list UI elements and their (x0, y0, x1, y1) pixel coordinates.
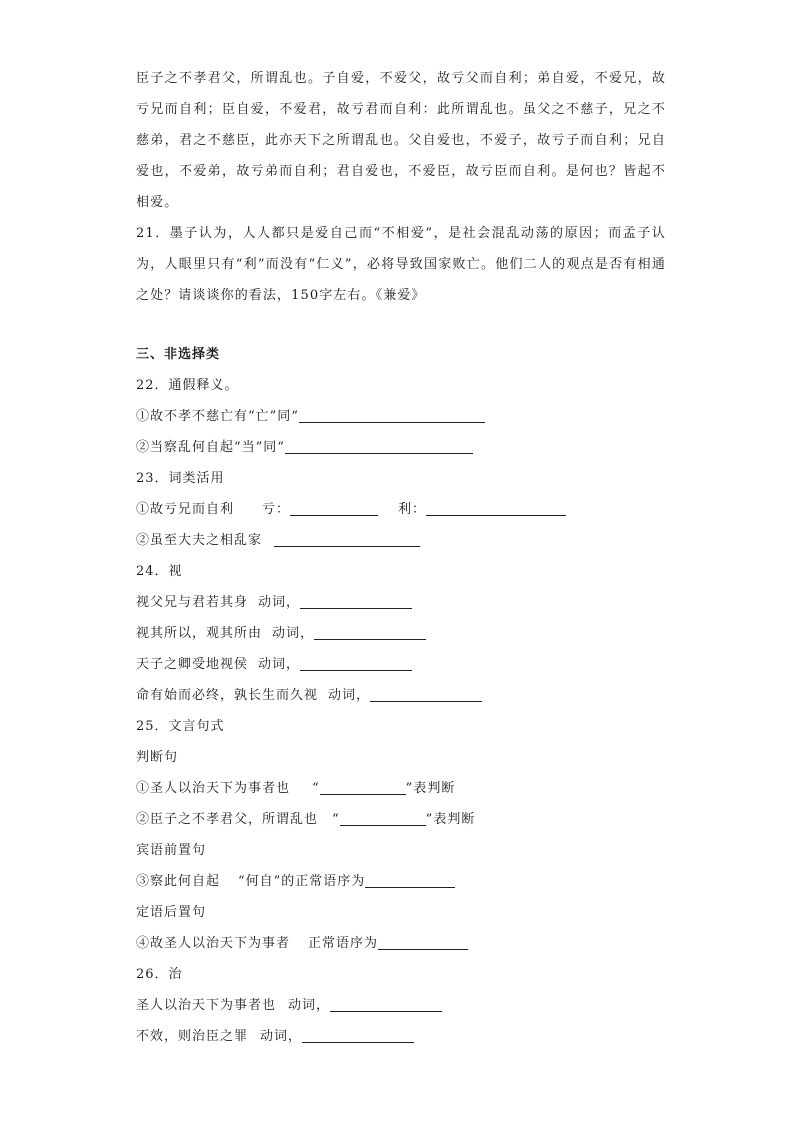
answer-blank-25-1[interactable] (320, 780, 406, 795)
answer-blank-22-1[interactable] (299, 408, 485, 423)
answer-blank-23-2[interactable] (274, 532, 420, 547)
answer-blank-24-4[interactable] (370, 687, 482, 702)
q25-subheading-judgment: 判断句 (136, 750, 179, 765)
q25-subheading-attributive-postposition: 定语后置句 (136, 905, 207, 920)
question-26-item-1 (136, 990, 666, 1021)
document-content (136, 63, 666, 1052)
question-25-item-1 (136, 773, 666, 804)
q25-item2-tail: 表判断 (433, 812, 476, 827)
q25-item4-text: ④故圣人以治天下为事者 (136, 936, 291, 951)
q25-item1-text: ①圣人以治天下为事者也 (136, 781, 291, 796)
close-quote: ” (425, 812, 434, 827)
question-24-item-2 (136, 618, 666, 649)
q25-subheading-object-fronting: 宾语前置句 (136, 843, 207, 858)
q24-pos-label: 动词， (272, 626, 315, 641)
q23-item2-text: ②虽至大夫之相乱家 (136, 533, 263, 548)
question-23-item-1 (136, 494, 666, 525)
q25-item3-mid: “何自”的正常语序为 (238, 874, 366, 889)
answer-blank-22-2[interactable] (285, 439, 473, 454)
q26-item2-text: 不效，则治臣之罪 (136, 1029, 249, 1044)
question-21: 21．墨子认为，人人都只是爱自己而“不相爱”，是社会混乱动荡的原因；而孟子认为，人眼里只有“利”而没有“仁义”，必将导致国家败亡。他们二人的观点是否有相通之处？请谈谈你的看法，150字左右。《兼爱》 (136, 226, 666, 303)
question-25-item-4 (136, 928, 666, 959)
question-22-item-2 (136, 432, 666, 463)
question-25-item-2 (136, 804, 666, 835)
q24-item2-text: 视其所以，观其所由 (136, 626, 263, 641)
answer-blank-25-3[interactable] (365, 873, 455, 888)
question-23-item-2 (136, 525, 666, 556)
q25-item3-text: ③察此何自起 (136, 874, 221, 889)
question-24-title: 24．视 (136, 564, 183, 579)
passage-text: 臣子之不孝君父，所谓乱也。子自爱，不爱父，故亏父而自利；弟自爱，不爱兄，故亏兄而自利；臣自爱，不爱君，故亏君而自利：此所谓乱也。虽父之不慈子，兄之不慈弟，君之不慈臣，此亦天下之所谓乱也。父自爱也，不爱子，故亏子而自利；兄自爱也，不爱弟，故亏弟而自利；君自爱也，不爱臣，故亏臣而自利。是何也？皆起不相爱。 (136, 71, 666, 210)
question-24-item-3 (136, 649, 666, 680)
q25-item2-text: ②臣子之不孝君父，所谓乱也 (136, 812, 319, 827)
open-quote: “ (332, 812, 340, 827)
question-26-item-2 (136, 1021, 666, 1052)
question-23-title: 23．词类活用 (136, 471, 225, 486)
answer-blank-25-4[interactable] (378, 935, 468, 950)
section-spacer (136, 311, 666, 339)
answer-blank-24-2[interactable] (314, 625, 426, 640)
q24-item4-text: 命有始而必终，孰长生而久视 (136, 688, 319, 703)
q22-item2-text: ②当察乱何自起“当”同“ (136, 440, 285, 455)
answer-blank-25-2[interactable] (340, 811, 426, 826)
open-quote: “ (312, 781, 320, 796)
question-22-item-1 (136, 401, 666, 432)
q26-item1-text: 圣人以治天下为事者也 (136, 998, 277, 1013)
answer-blank-24-1[interactable] (300, 594, 412, 609)
answer-blank-26-1[interactable] (330, 997, 442, 1012)
q23-item1-text: ①故亏兄而自利 (136, 502, 235, 517)
q22-item1-text: ①故不孝不慈亡有“亡”同“ (136, 409, 299, 424)
q26-pos-label: 动词， (260, 1029, 303, 1044)
q24-pos-label: 动词， (258, 657, 301, 672)
answer-blank-23-1b[interactable] (426, 501, 566, 516)
question-26-title: 26．治 (136, 967, 183, 982)
question-22-title: 22．通假释义。 (136, 378, 239, 393)
answer-blank-24-3[interactable] (300, 656, 412, 671)
question-25-item-3 (136, 866, 666, 897)
q24-pos-label: 动词， (258, 595, 301, 610)
question-24-item-1 (136, 587, 666, 618)
q26-pos-label: 动词， (288, 998, 331, 1013)
section-title: 三、非选择类 (136, 347, 221, 362)
q23-item1-label-a: 亏： (262, 502, 291, 517)
q23-item1-label-b: 利： (398, 502, 427, 517)
q25-item1-tail: 表判断 (413, 781, 456, 796)
question-24-item-4 (136, 680, 666, 711)
answer-blank-26-2[interactable] (302, 1028, 414, 1043)
q25-item4-mid: 正常语序为 (308, 936, 379, 951)
q24-item1-text: 视父兄与君若其身 (136, 595, 249, 610)
q24-item3-text: 天子之卿受地视侯 (136, 657, 249, 672)
question-25-title: 25．文言句式 (136, 719, 225, 734)
q24-pos-label: 动词， (328, 688, 371, 703)
answer-blank-23-1a[interactable] (290, 501, 378, 516)
close-quote: ” (405, 781, 414, 796)
